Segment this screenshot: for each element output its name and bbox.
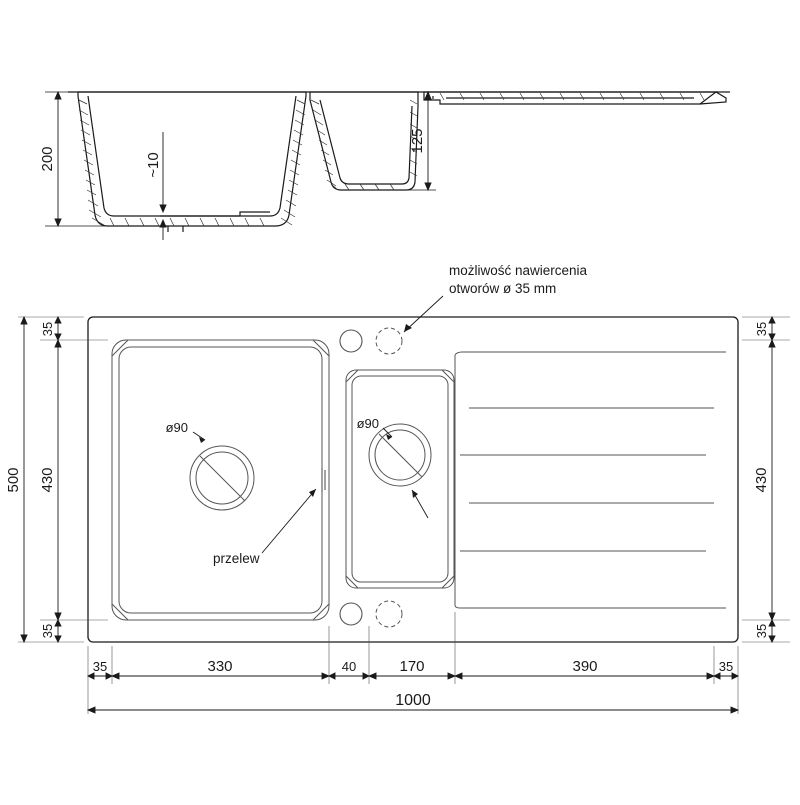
drainer-left-edge — [455, 355, 726, 608]
extension-lines — [18, 317, 790, 714]
small-drain-slash — [379, 434, 422, 477]
small-bowl-outline — [346, 370, 454, 588]
overflow-label: przelew — [213, 551, 260, 566]
main-bowl-outline — [112, 340, 329, 620]
main-bowl-inner — [119, 347, 322, 613]
dim-total-width-label: 1000 — [395, 692, 431, 709]
section-small-bowl-outer — [310, 92, 418, 190]
main-drain-leader — [193, 432, 205, 440]
drill-note-line2: otworów ø 35 mm — [449, 281, 557, 296]
drainer-grooves — [460, 408, 714, 551]
dim-gap-width-label: 40 — [341, 659, 357, 674]
dim-top-margin-label: 35 — [40, 321, 55, 337]
optional-tap-hole-top — [376, 328, 402, 354]
dim-main-bowl-width-label: 330 — [207, 658, 233, 675]
main-drain-slash — [200, 456, 245, 501]
overflow-slot — [322, 468, 325, 492]
drainer-top-edge — [455, 352, 726, 355]
dim-small-bowl-width-label: 170 — [399, 658, 425, 675]
plan-view — [88, 317, 738, 642]
dim-total-height-label: 500 — [5, 467, 22, 493]
section-view — [68, 92, 730, 232]
section-hatch — [79, 93, 704, 226]
drill-note-line1: możliwość nawiercenia — [449, 263, 588, 278]
dim-inner-height-label: 430 — [39, 467, 56, 493]
main-bowl-corners — [112, 340, 329, 620]
overflow-leader — [262, 489, 316, 553]
dim-wall-thickness — [160, 132, 166, 240]
dim-bowl-depth-label: 200 — [39, 146, 56, 172]
dim-inner-height-right-label: 430 — [753, 467, 770, 493]
small-bowl-inner — [352, 376, 448, 582]
small-bowl-corners — [346, 370, 454, 588]
dim-top-margin-right-label: 35 — [754, 321, 769, 337]
tap-hole — [340, 330, 362, 352]
dim-wall-thickness-label: ~10 — [145, 152, 162, 178]
dim-left-margin-label: 35 — [92, 659, 108, 674]
small-drain-leader-arrow — [386, 434, 392, 440]
dim-bottom-margin-label: 35 — [40, 623, 55, 639]
dim-right-edge-label: 35 — [718, 659, 734, 674]
section-small-bowl-inner — [320, 100, 412, 184]
section-main-bowl-outer — [78, 92, 306, 226]
section-drain-marker — [168, 226, 183, 232]
optional-tap-hole-bottom — [376, 601, 402, 627]
small-drain-arrow-head — [412, 490, 418, 498]
dim-small-bowl-depth-label: 125 — [409, 128, 426, 154]
sink-outline — [88, 317, 738, 642]
small-drain-label: ø90 — [356, 416, 379, 431]
section-main-bowl-inner — [88, 96, 296, 216]
bottom-hole — [340, 603, 362, 625]
main-drain-label: ø90 — [165, 420, 188, 435]
drill-note — [404, 263, 588, 332]
dim-drainer-width-label: 390 — [572, 658, 598, 675]
dim-bottom-margin-right-label: 35 — [754, 623, 769, 639]
